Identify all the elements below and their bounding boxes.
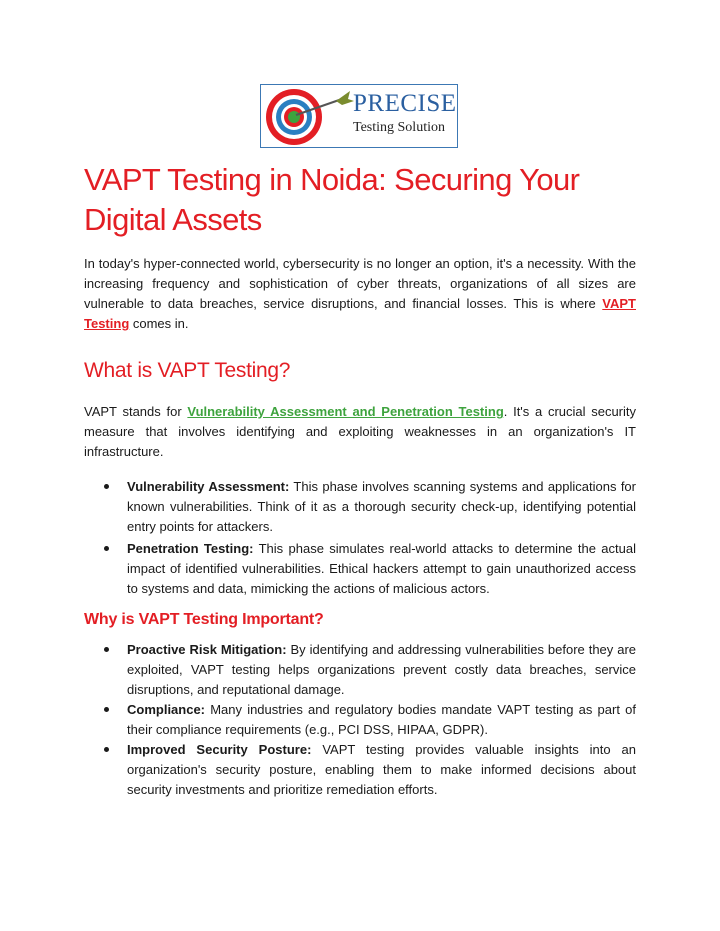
list-item [84,640,636,700]
list-item-term: Improved Security Posture: [127,742,312,757]
bullet-icon [104,707,109,712]
definition-paragraph [84,402,636,462]
page-title: VAPT Testing in Noida: Securing Your Digital Assets [84,162,580,237]
bullet-icon [104,647,109,652]
vapt-phases-list [84,477,636,599]
intro-text-end: comes in. [129,316,189,331]
list-item-desc: VAPT testing provides valuable insights into an organization's security posture, enabling them to make informed decisions about security investments and prioritize remediation efforts. [127,742,636,797]
logo-tagline: Testing Solution [353,120,445,135]
list-item [84,477,636,537]
vapt-testing-link[interactable]: VAPT Testing [84,296,636,331]
section-heading-why-important: Why is VAPT Testing Important? [84,611,324,628]
list-item-desc: This phase simulates real-world attacks to determine the actual impact of identified vulnerabilities. Ethical hackers attempt to gain unauthorized access to systems and data, mimicking the actions of malicious actors. [127,541,637,596]
list-item-desc: By identifying and addressing vulnerabilities before they are exploited, VAPT testing helps organizations prevent costly data breaches, service disruptions, and reputational damage. [127,642,636,697]
list-item [84,740,636,800]
importance-list [84,640,636,800]
bullet-icon [104,747,109,752]
intro-paragraph [84,254,636,334]
list-item-term: Compliance: [127,702,206,717]
vapt-full-form-link[interactable]: Vulnerability Assessment and Penetration Testing [187,404,504,419]
list-item-term: Proactive Risk Mitigation: [127,642,287,657]
list-item-term: Penetration Testing: [127,541,254,556]
section-heading-what-is: What is VAPT Testing? [84,359,291,382]
bullet-icon [104,546,109,551]
logo-brand: PRECISE [353,90,457,117]
list-item-term: Vulnerability Assessment: [127,479,290,494]
definition-text-end: . It's a crucial security measure that involves identifying and exploiting weaknesses in an organization's IT infrastructure. [84,404,637,459]
list-item [84,700,636,740]
list-item [84,539,636,599]
target-dart-icon [264,87,354,147]
bullet-icon [104,484,109,489]
list-item-desc: Many industries and regulatory bodies mandate VAPT testing as part of their compliance requirements (e.g., PCI DSS, HIPAA, GDPR). [127,702,636,737]
list-item-desc: This phase involves scanning systems and applications for known vulnerabilities. Think of it as a thorough security check-up, identifying potential entry points for attackers. [127,479,636,534]
company-logo [260,84,458,148]
definition-text: VAPT stands for [84,404,188,419]
intro-text: In today's hyper-connected world, cybersecurity is no longer an option, it's a necessity. With the increasing frequency and sophistication of cyber threats, organizations of all sizes are vulnerable to data breaches, service disruptions, and financial losses. This is where [84,256,636,311]
